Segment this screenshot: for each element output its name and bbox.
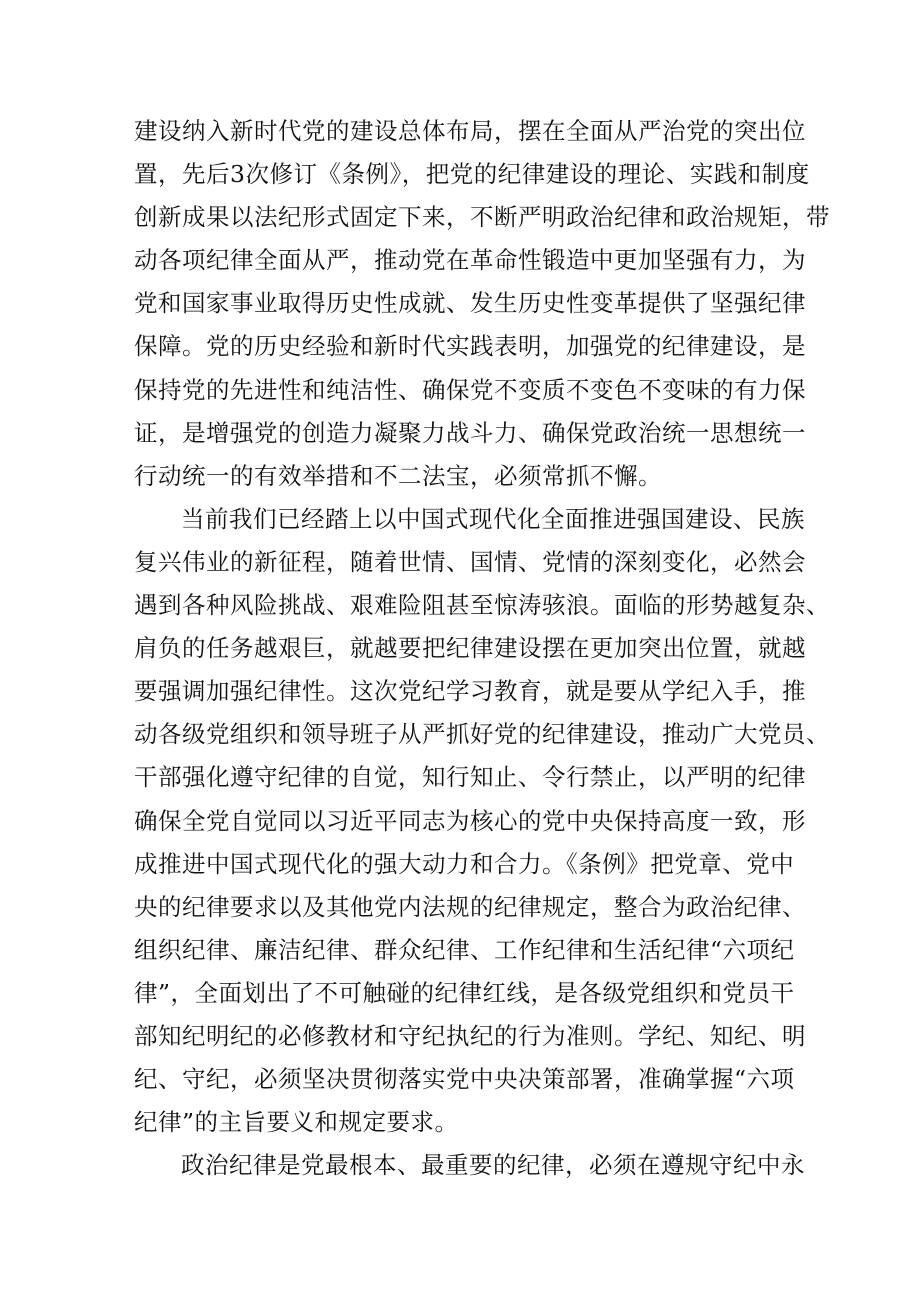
text-line: 政治纪律是党最根本、最重要的纪律，必须在遵规守纪中永 (181, 1151, 805, 1180)
text-line: 要强调加强纪律性。这次党纪学习教育，就是要从学纪入手，推 (134, 677, 806, 706)
text-line: 党和国家事业取得历史性成就、发生历史性变革提供了坚强纪律 (134, 289, 806, 318)
text-line: 央的纪律要求以及其他党内法规的纪律规定，整合为政治纪律、 (134, 892, 806, 921)
text-line: 创新成果以法纪形式固定下来，不断严明政治纪律和政治规矩，带 (134, 203, 830, 232)
text-line: 证，是增强党的创造力凝聚力战斗力、确保党政治统一思想统一 (134, 418, 806, 447)
text-line: 组织纪律、廉洁纪律、群众纪律、工作纪律和生活纪律“六项纪 (134, 935, 795, 964)
text-line: 建设纳入新时代党的建设总体布局，摆在全面从严治党的突出位 (134, 117, 806, 145)
text-line: 纪、守纪，必须坚决贯彻落实党中央决策部署，准确掌握“六项 (134, 1065, 795, 1094)
text-line: 置，先后3次修订《条例》，把党的纪律建设的理论、实践和制度 (134, 160, 810, 189)
text-line: 当前我们已经踏上以中国式现代化全面推进强国建设、民族 (181, 504, 805, 533)
text-line: 干部强化遵守纪律的自觉，知行知止、令行禁止，以严明的纪律 (134, 763, 806, 792)
text-line: 遇到各种风险挑战、艰难险阻甚至惊涛骇浪。面临的形势越复杂、 (134, 591, 830, 620)
text-line: 保障。党的历史经验和新时代实践表明，加强党的纪律建设，是 (134, 332, 806, 361)
text-line: 动各项纪律全面从严，推动党在革命性锻造中更加坚强有力，为 (134, 246, 806, 275)
text-line: 成推进中国式现代化的强大动力和合力。《条例》把党章、党中 (134, 849, 795, 878)
text-line: 行动统一的有效举措和不二法宝，必须常抓不懈。 (134, 461, 662, 490)
text-line: 保持党的先进性和纯洁性、确保党不变质不变色不变味的有力保 (134, 375, 806, 404)
text-line: 纪律”的主旨要义和规定要求。 (134, 1108, 459, 1137)
text-line: 复兴伟业的新征程，随着世情、国情、党情的深刻变化，必然会 (134, 547, 806, 576)
text-line: 律”，全面划出了不可触碰的纪律红线，是各级党组织和党员干 (134, 978, 795, 1007)
text-line: 肩负的任务越艰巨，就越要把纪律建设摆在更加突出位置，就越 (134, 634, 806, 663)
text-line: 确保全党自觉同以习近平同志为核心的党中央保持高度一致，形 (134, 806, 806, 835)
text-line: 部知纪明纪的必修教材和守纪执纪的行为准则。学纪、知纪、明 (134, 1021, 806, 1050)
paragraph-3 (134, 1144, 805, 1187)
paragraph-1 (134, 110, 830, 498)
paragraph-2 (134, 498, 830, 1144)
text-line: 动各级党组织和领导班子从严抓好党的纪律建设，推动广大党员、 (134, 720, 830, 749)
document-body (134, 110, 830, 1187)
